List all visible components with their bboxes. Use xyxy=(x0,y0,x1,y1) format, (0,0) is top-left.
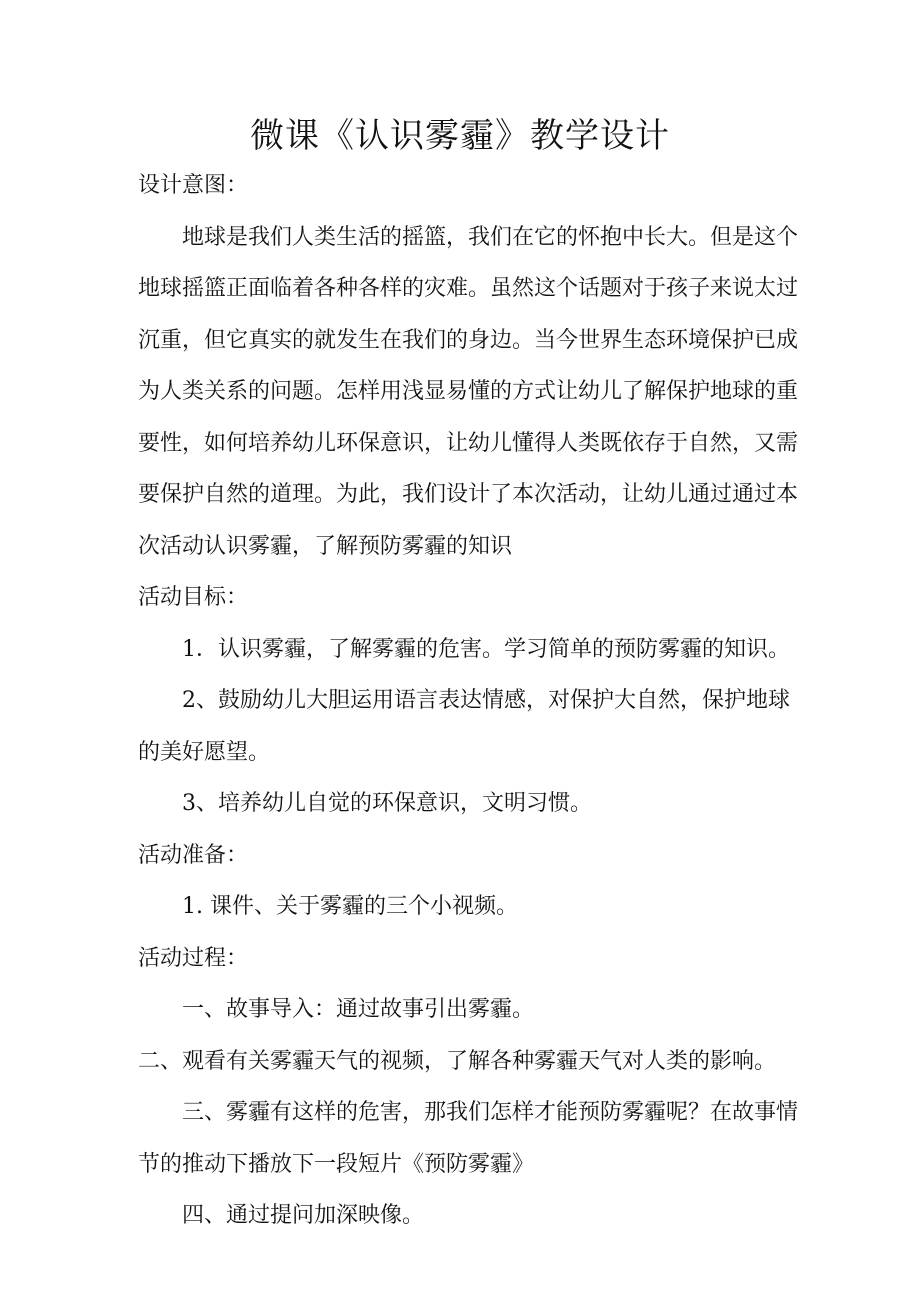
goal-item: 1．认识雾霾，了解雾霾的危害。学习简单的预防雾霾的知识。 xyxy=(182,636,790,662)
design-intent-line: 地球摇篮正面临着各种各样的灾难。虽然这个话题对于孩子来说太过 xyxy=(138,276,799,301)
process-step: 四、通过提问加深映像。 xyxy=(182,1203,425,1228)
document-title: 微课《认识雾霾》教学设计 xyxy=(250,116,670,156)
preparation-heading: 活动准备： xyxy=(138,842,249,868)
design-intent-line: 要性，如何培养幼儿环保意识，让幼儿懂得人类既依存于自然，又需 xyxy=(138,430,799,456)
process-step-continued: 节的推动下播放下一段短片《预防雾霾》 xyxy=(138,1151,535,1177)
process-step: 一、故事导入：通过故事引出雾霾。 xyxy=(182,997,535,1022)
document-body xyxy=(138,160,799,1242)
design-intent-line: 次活动认识雾霾，了解预防雾霾的知识 xyxy=(138,533,513,559)
preparation-item: 1. 课件、关于雾霾的三个小视频。 xyxy=(182,894,518,919)
goal-item: 2、鼓励幼儿大胆运用语言表达情感，对保护大自然，保护地球 xyxy=(182,688,790,713)
goals-heading: 活动目标： xyxy=(138,585,249,610)
design-intent-line: 要保护自然的道理。为此，我们设计了本次活动，让幼儿通过通过本 xyxy=(138,482,799,507)
design-intent-line: 为人类关系的问题。怎样用浅显易懂的方式让幼儿了解保护地球的重 xyxy=(138,379,799,404)
design-intent-line: 沉重，但它真实的就发生在我们的身边。当今世界生态环境保护已成 xyxy=(138,327,799,353)
design-intent-line: 地球是我们人类生活的摇篮，我们在它的怀抱中长大。但是这个 xyxy=(182,224,799,250)
goal-item: 3、培养幼儿自觉的环保意识，文明习惯。 xyxy=(182,791,592,816)
process-heading: 活动过程： xyxy=(138,945,249,971)
design-intent-heading: 设计意图： xyxy=(138,173,249,198)
process-step: 二、观看有关雾霾天气的视频，了解各种雾霾天气对人类的影响。 xyxy=(138,1048,777,1074)
goal-item-continued: 的美好愿望。 xyxy=(138,739,271,765)
process-step: 三、雾霾有这样的危害，那我们怎样才能预防雾霾呢？在故事情 xyxy=(182,1100,799,1125)
